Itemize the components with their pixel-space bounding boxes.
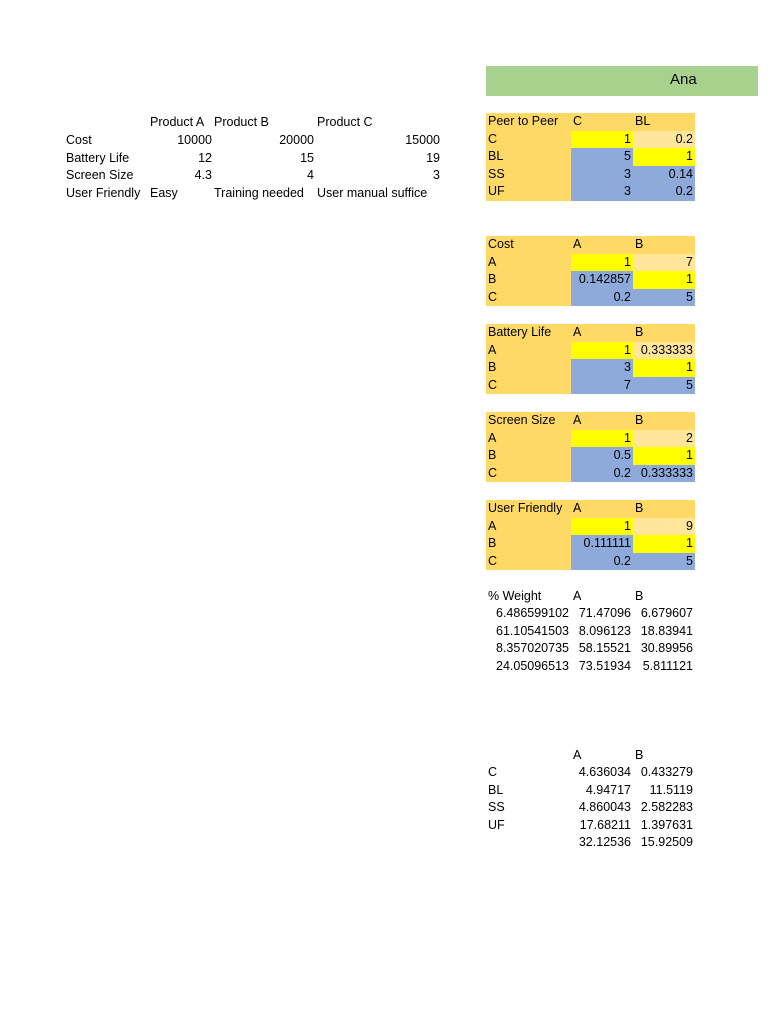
cell-b: Training needed bbox=[214, 186, 304, 200]
matrix-row bbox=[486, 553, 695, 571]
matrix-title: User Friendly bbox=[486, 500, 571, 518]
weight-cell: 5.811121 bbox=[642, 658, 693, 673]
matrix-cell: 3 bbox=[571, 183, 633, 201]
row-label: Cost bbox=[66, 133, 92, 147]
cell-b: 20000 bbox=[279, 133, 314, 147]
battery-matrix bbox=[486, 324, 695, 394]
matrix-cell: 7 bbox=[633, 254, 695, 272]
matrix-header-row bbox=[486, 324, 695, 342]
matrix-cell: 0.111111 bbox=[571, 535, 633, 553]
matrix-row bbox=[486, 377, 695, 395]
column-header: B bbox=[633, 500, 695, 518]
weight-cell: 6.486599102 bbox=[496, 606, 569, 621]
score-cell: 11.5119 bbox=[649, 782, 693, 797]
row-label: C bbox=[486, 131, 571, 149]
weight-cell: 18.83941 bbox=[640, 623, 693, 638]
matrix-cell: 3 bbox=[571, 359, 633, 377]
column-header: A bbox=[571, 500, 633, 518]
screen-matrix bbox=[486, 412, 695, 482]
matrix-cell: 1 bbox=[571, 518, 633, 536]
score-cell: 4.860043 bbox=[578, 800, 631, 815]
matrix-row bbox=[486, 254, 695, 272]
weight-cell: 24.05096513 bbox=[496, 658, 569, 673]
column-header: B bbox=[633, 412, 695, 430]
score-total-row bbox=[486, 834, 695, 851]
matrix-row bbox=[486, 183, 695, 201]
matrix-row bbox=[486, 271, 695, 289]
matrix-cell: 1 bbox=[571, 131, 633, 149]
friendly-matrix bbox=[486, 500, 695, 570]
row-label: B bbox=[486, 359, 571, 377]
row-label: C bbox=[486, 465, 571, 483]
weight-row bbox=[486, 623, 695, 640]
row-label: B bbox=[486, 535, 571, 553]
matrix-cell: 1 bbox=[633, 271, 695, 289]
matrix-cell: 0.14 bbox=[633, 166, 695, 184]
row-label: BL bbox=[488, 782, 504, 797]
matrix-cell: 1 bbox=[571, 254, 633, 272]
column-header: BL bbox=[633, 113, 695, 131]
score-total: 32.12536 bbox=[578, 834, 631, 849]
matrix-cell: 1 bbox=[571, 342, 633, 360]
row-label: Battery Life bbox=[66, 151, 130, 165]
row-label: A bbox=[486, 342, 571, 360]
weight-cell: 73.51934 bbox=[578, 658, 631, 673]
score-cell: 4.636034 bbox=[578, 765, 631, 780]
score-table bbox=[486, 747, 695, 851]
matrix-row bbox=[486, 166, 695, 184]
row-label: C bbox=[486, 553, 571, 571]
matrix-header-row bbox=[486, 500, 695, 518]
weight-row bbox=[486, 605, 695, 622]
score-row bbox=[486, 799, 695, 816]
column-header: A bbox=[571, 236, 633, 254]
cell-b: 15 bbox=[300, 151, 314, 165]
weight-row bbox=[486, 658, 695, 675]
cell-a: 10000 bbox=[177, 133, 212, 147]
row-label: B bbox=[486, 447, 571, 465]
cell-a: 12 bbox=[198, 151, 212, 165]
row-label: C bbox=[488, 765, 498, 780]
matrix-cell: 9 bbox=[633, 518, 695, 536]
score-row bbox=[486, 817, 695, 834]
matrix-cell: 7 bbox=[571, 377, 633, 395]
matrix-cell: 5 bbox=[633, 553, 695, 571]
row-label: UF bbox=[488, 817, 505, 832]
score-title bbox=[486, 747, 571, 765]
cell-c: User manual suffice bbox=[317, 186, 428, 200]
matrix-cell: 0.333333 bbox=[633, 465, 695, 483]
score-cell: 2.582283 bbox=[640, 800, 693, 815]
matrix-cell: 1 bbox=[633, 535, 695, 553]
weight-row bbox=[486, 640, 695, 657]
matrix-title: Screen Size bbox=[486, 412, 571, 430]
analysis-banner bbox=[486, 66, 758, 96]
matrix-cell: 0.142857 bbox=[571, 271, 633, 289]
row-label: C bbox=[486, 377, 571, 395]
column-header: B bbox=[633, 236, 695, 254]
matrix-row bbox=[486, 465, 695, 483]
weight-cell: 8.096123 bbox=[578, 623, 631, 638]
weight-cell: 58.15521 bbox=[578, 641, 631, 656]
matrix-cell: 0.2 bbox=[633, 183, 695, 201]
matrix-cell: 0.2 bbox=[633, 131, 695, 149]
matrix-cell: 5 bbox=[633, 377, 695, 395]
cell-b: 4 bbox=[307, 168, 314, 182]
matrix-cell: 0.5 bbox=[571, 447, 633, 465]
matrix-cell: 0.2 bbox=[571, 289, 633, 307]
row-label bbox=[486, 834, 571, 852]
weight-title: % Weight bbox=[488, 589, 542, 603]
matrix-header-row bbox=[486, 236, 695, 254]
row-label: SS bbox=[488, 800, 505, 815]
cell-c: 15000 bbox=[405, 133, 440, 147]
cell-a: 4.3 bbox=[194, 168, 212, 182]
row-label: UF bbox=[486, 183, 571, 201]
matrix-row bbox=[486, 359, 695, 377]
score-cell: 17.68211 bbox=[579, 817, 631, 832]
column-header: C bbox=[571, 113, 633, 131]
peer-matrix bbox=[486, 113, 695, 201]
column-header: B bbox=[633, 324, 695, 342]
score-cell: 4.94717 bbox=[585, 782, 631, 797]
matrix-cell: 0.2 bbox=[571, 465, 633, 483]
row-label: BL bbox=[486, 148, 571, 166]
header-product-b: Product B bbox=[214, 115, 269, 129]
weight-cell: 6.679607 bbox=[640, 606, 693, 621]
matrix-cell: 1 bbox=[633, 148, 695, 166]
column-header: A bbox=[571, 324, 633, 342]
column-header: B bbox=[635, 589, 644, 603]
weight-cell: 8.357020735 bbox=[496, 641, 569, 656]
matrix-cell: 0.333333 bbox=[633, 342, 695, 360]
matrix-cell: 1 bbox=[633, 359, 695, 377]
matrix-row bbox=[486, 430, 695, 448]
column-header: A bbox=[573, 589, 582, 603]
row-label: A bbox=[486, 254, 571, 272]
weight-table bbox=[486, 588, 695, 675]
cell-c: 19 bbox=[426, 151, 440, 165]
matrix-cell: 2 bbox=[633, 430, 695, 448]
weight-cell: 61.10541503 bbox=[496, 623, 569, 638]
row-label: SS bbox=[486, 166, 571, 184]
banner-title: Ana bbox=[670, 71, 697, 88]
cost-matrix bbox=[486, 236, 695, 306]
matrix-cell: 1 bbox=[633, 447, 695, 465]
matrix-row bbox=[486, 447, 695, 465]
row-label: A bbox=[486, 518, 571, 536]
matrix-row bbox=[486, 342, 695, 360]
matrix-header-row bbox=[486, 113, 695, 131]
matrix-row bbox=[486, 289, 695, 307]
header-product-c: Product C bbox=[317, 115, 373, 129]
matrix-cell: 5 bbox=[633, 289, 695, 307]
row-label: User Friendly bbox=[66, 186, 141, 200]
column-header: A bbox=[573, 748, 582, 762]
matrix-row bbox=[486, 131, 695, 149]
row-label: C bbox=[486, 289, 571, 307]
row-label: Screen Size bbox=[66, 168, 134, 182]
matrix-title: Battery Life bbox=[486, 324, 571, 342]
cell-a: Easy bbox=[150, 186, 178, 200]
matrix-cell: 3 bbox=[571, 166, 633, 184]
score-cell: 0.433279 bbox=[640, 765, 693, 780]
column-header: B bbox=[635, 748, 644, 762]
weight-cell: 71.47096 bbox=[578, 606, 631, 621]
weight-cell: 30.89956 bbox=[640, 641, 693, 656]
row-label: A bbox=[486, 430, 571, 448]
cell-c: 3 bbox=[433, 168, 440, 182]
score-total: 15.92509 bbox=[640, 834, 693, 849]
matrix-cell: 5 bbox=[571, 148, 633, 166]
matrix-header-row bbox=[486, 412, 695, 430]
matrix-cell: 1 bbox=[571, 430, 633, 448]
score-header-row bbox=[486, 747, 695, 764]
column-header: A bbox=[571, 412, 633, 430]
matrix-row bbox=[486, 535, 695, 553]
matrix-cell: 0.2 bbox=[571, 553, 633, 571]
score-row bbox=[486, 782, 695, 799]
matrix-row bbox=[486, 518, 695, 536]
matrix-title: Peer to Peer bbox=[486, 113, 571, 131]
header-product-a: Product A bbox=[150, 115, 205, 129]
score-row bbox=[486, 764, 695, 781]
matrix-title: Cost bbox=[486, 236, 571, 254]
matrix-row bbox=[486, 148, 695, 166]
score-cell: 1.397631 bbox=[640, 817, 693, 832]
row-label: B bbox=[486, 271, 571, 289]
weight-header-row bbox=[486, 588, 695, 605]
